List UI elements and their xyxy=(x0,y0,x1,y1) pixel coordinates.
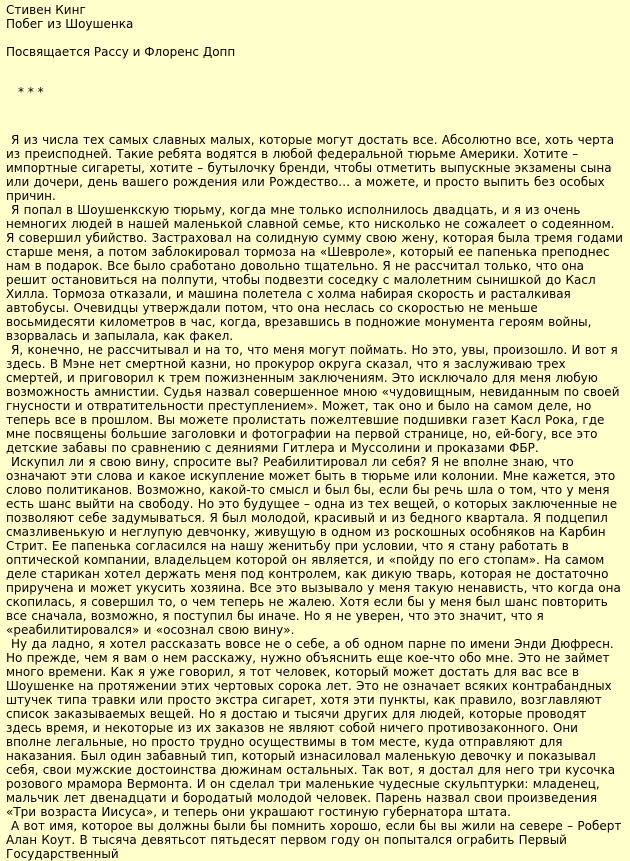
paragraph: Искупил ли я свою вину, спросите вы? Реабилитировал ли себя? Я не вполне знаю, что означают эти слова и какое искупление может быть в тюрьме или колонии. Мне кажется, это слово политиканов. Возможно, какой-то смысл и был бы, если бы речь шла о том, что у меня есть шанс выйти на свободу. Но это будущее – одна из тех вещей, о которых заключенные не позволяют себе задумываться. Я был молодой, красивый и из бедного квартала. Я подцепил смазливенькую и неглупую девчонку, живущую в одном из роскошных особняков на Карбин Стрит. Ее папенька согласился на нашу женитьбу при условии, что я стану работать в оптической компании, владельцем которой он является, и «пойду по его стопам». На самом деле старикан хотел держать меня под контролем, как дикую тварь, которая не достаточно приручена и может укусить хозяина. Все это вызывало у меня такую ненависть, что когда она скопилась, я совершил то, о чем теперь не жалею. Хотя если бы у меня был шанс повторить все сначала, возможно, я поступил бы иначе. Но я не уверен, что это значит, что я «реабилитировался» и «осознал свою вину». xyxy=(6,455,621,637)
text-body xyxy=(6,133,626,861)
section-separator: * * * xyxy=(18,85,44,99)
paragraph: Я попал в Шоушенкскую тюрьму, когда мне только исполнилось двадцать, и я из очень немногих людей в нашей маленькой славной семье, кто нисколько не сожалеет о содеянном. Я совершил убийство. Застраховал на солидную сумму свою жену, которая была тремя годами старше меня, а потом заблокировал тормоза на «Шевроле», который ее папенька преподнес нам в подарок. Все было сработано довольно тщательно. Я не рассчитал только, что она решит остановиться на полпути, чтобы подвезти соседку с малолетним сынишкой до Касл Хилла. Тормоза отказали, и машина полетела с холма набирая скорость и расталкивая автобусы. Очевидцы утверждали потом, что она неслась со скоростью не меньше восьмидесяти километров в час, когда, врезавшись в подножие монумента героям войны, взорвалась и запылала, как факел. xyxy=(6,203,623,343)
book-title: Побег из Шоушенка xyxy=(6,17,134,31)
paragraph: А вот имя, которое вы должны были бы помнить хорошо, если бы вы жили на севере – Роберт Алан Коут. В тысяча девятьсот пятьдесят первом году он попытался ограбить Первый Государственный xyxy=(6,819,622,861)
paragraph: Я, конечно, не рассчитывал и на то, что меня могут поймать. Но это, увы, произошло. И вот я здесь. В Мэне нет смертной казни, но прокурор округа сказал, что я заслуживаю трех смертей, и приговорил к трем пожизненным заключениям. Это исключало для меня любую возможность амнистии. Судья назвал совершенное мною «чудовищным, невиданным по своей гнусности и отвратительности преступлением». Может, так оно и было на самом деле, но теперь все в прошлом. Вы можете пролистать пожелтевшие подшивки газет Касл Рока, где мне посвящены большие заголовки и фотографии на первой странице, но, ей-богу, все это детские забавы по сравнению с деяниями Гитлера и Муссолини и проказами ФБР. xyxy=(6,343,620,455)
paragraph: Я из числа тех самых славных малых, которые могут достать все. Абсолютно все, хоть черта из преисподней. Такие ребята водятся в любой федеральной тюрьме Америки. Хотите – импортные сигареты, хотите – бутылочку бренди, чтобы отметить выпускные экзамены сына или дочери, день вашего рождения или Рождество… а можете, и просто выпить без особых причин. xyxy=(6,133,615,203)
book-author: Стивен Кинг xyxy=(6,3,86,17)
paragraph: Ну да ладно, я хотел рассказать вовсе не о себе, а об одном парне по имени Энди Дюфресн. Но прежде, чем я вам о нем расскажу, нужно объяснить еще кое-что обо мне. Это не займет много времени. Как я уже говорил, я тот человек, который может достать для вас все в Шоушенке на протяжении этих чертовых сорока лет. Это не означает всяких контрабандных штучек типа травки или просто экстра сигарет, хотя эти пункты, как правило, возглавляют список заказываемых вещей. Но я достаю и тысячи других для людей, которые проводят здесь время, и некоторые из их заказов не являют собой ничего противозаконного. Они вполне легальные, но просто трудно осуществимы в том месте, куда отправляют для наказания. Был один забавный тип, который изнасиловал маленькую девочку и показывал себя, свои мужские достоинства дюжинам остальных. Так вот, я достал для него три кусочка розового мрамора Вермонта. И он сделал три маленькие чудесные скульптурки: младенец, мальчик лет двенадцати и бородатый молодой человек. Парень назвал свои произведения «Три возраста Иисуса», и теперь они украшают гостиную губернатора штата. xyxy=(6,637,616,819)
dedication: Посвящается Рассу и Флоренс Допп xyxy=(6,45,236,59)
